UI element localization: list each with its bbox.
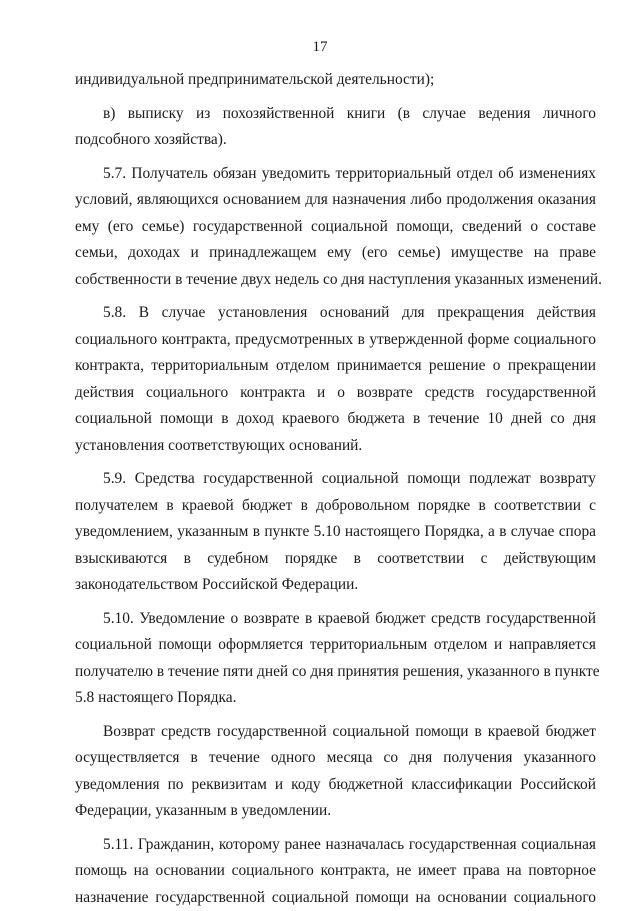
text-line: 5.11. Гражданин, которому ранее назначалась государственная социальная xyxy=(75,832,596,859)
text-line: контракта, территориальным отделом принимается решение о прекращении xyxy=(75,353,596,380)
paragraph-5-11 xyxy=(75,832,596,911)
text-line: собственности в течение двух недель со дня наступления указанных изменений. xyxy=(75,267,596,294)
text-line: 5.10. Уведомление о возврате в краевой бюджет средств государственной xyxy=(75,606,596,633)
text-line: действия социального контракта и о возврате средств государственной xyxy=(75,380,596,407)
text-line: законодательством Российской Федерации. xyxy=(75,572,596,599)
text-line: семьи, доходах и принадлежащем ему (его семье) имуществе на праве xyxy=(75,240,596,267)
text-line: установления соответствующих оснований. xyxy=(75,433,596,460)
text-line: уведомлением, указанным в пункте 5.10 настоящего Порядка, а в случае спора xyxy=(75,519,596,546)
paragraph-5-9 xyxy=(75,466,596,599)
text-line: Федерации, указанным в уведомлении. xyxy=(75,798,596,825)
text-line: индивидуальной предпринимательской деятельности); xyxy=(75,67,596,94)
paragraph-5-7 xyxy=(75,161,596,294)
text-line: назначение государственной социальной помощи на основании социального xyxy=(75,885,596,911)
text-line: социальной помощи в доход краевого бюджета в течение 10 дней со дня xyxy=(75,406,596,433)
text-line: 5.7. Получатель обязан уведомить территориальный отдел об изменениях xyxy=(75,161,596,188)
paragraph-return xyxy=(75,719,596,825)
text-line: условий, являющихся основанием для назначения либо продолжения оказания xyxy=(75,187,596,214)
document-body xyxy=(75,67,596,911)
text-line: подсобного хозяйства). xyxy=(75,127,596,154)
text-line: взыскиваются в судебном порядке в соответствии с действующим xyxy=(75,546,596,573)
text-line: Возврат средств государственной социальной помощи в краевой бюджет xyxy=(75,719,596,746)
text-line: уведомления по реквизитам и коду бюджетной классификации Российской xyxy=(75,772,596,799)
text-line: социальной помощи оформляется территориальным отделом и направляется xyxy=(75,632,596,659)
text-line: осуществляется в течение одного месяца со дня получения указанного xyxy=(75,745,596,772)
text-line: помощь на основании социального контракта, не имеет права на повторное xyxy=(75,858,596,885)
paragraph-5-8 xyxy=(75,300,596,459)
paragraph-item-v xyxy=(75,101,596,154)
paragraph-continuation xyxy=(75,67,596,94)
text-line: в) выписку из похозяйственной книги (в случае ведения личного xyxy=(75,101,596,128)
text-line: 5.8 настоящего Порядка. xyxy=(75,685,596,712)
paragraph-5-10 xyxy=(75,606,596,712)
text-line: получателю в течение пяти дней со дня принятия решения, указанного в пункте xyxy=(75,659,596,686)
text-line: 5.8. В случае установления оснований для прекращения действия xyxy=(75,300,596,327)
text-line: ему (его семье) государственной социальной помощи, сведений о составе xyxy=(75,214,596,241)
text-line: получателем в краевой бюджет в добровольном порядке в соответствии с xyxy=(75,493,596,520)
text-line: 5.9. Средства государственной социальной помощи подлежат возврату xyxy=(75,466,596,493)
page-number: 17 xyxy=(0,38,640,56)
text-line: социального контракта, предусмотренных в утвержденной форме социального xyxy=(75,327,596,354)
